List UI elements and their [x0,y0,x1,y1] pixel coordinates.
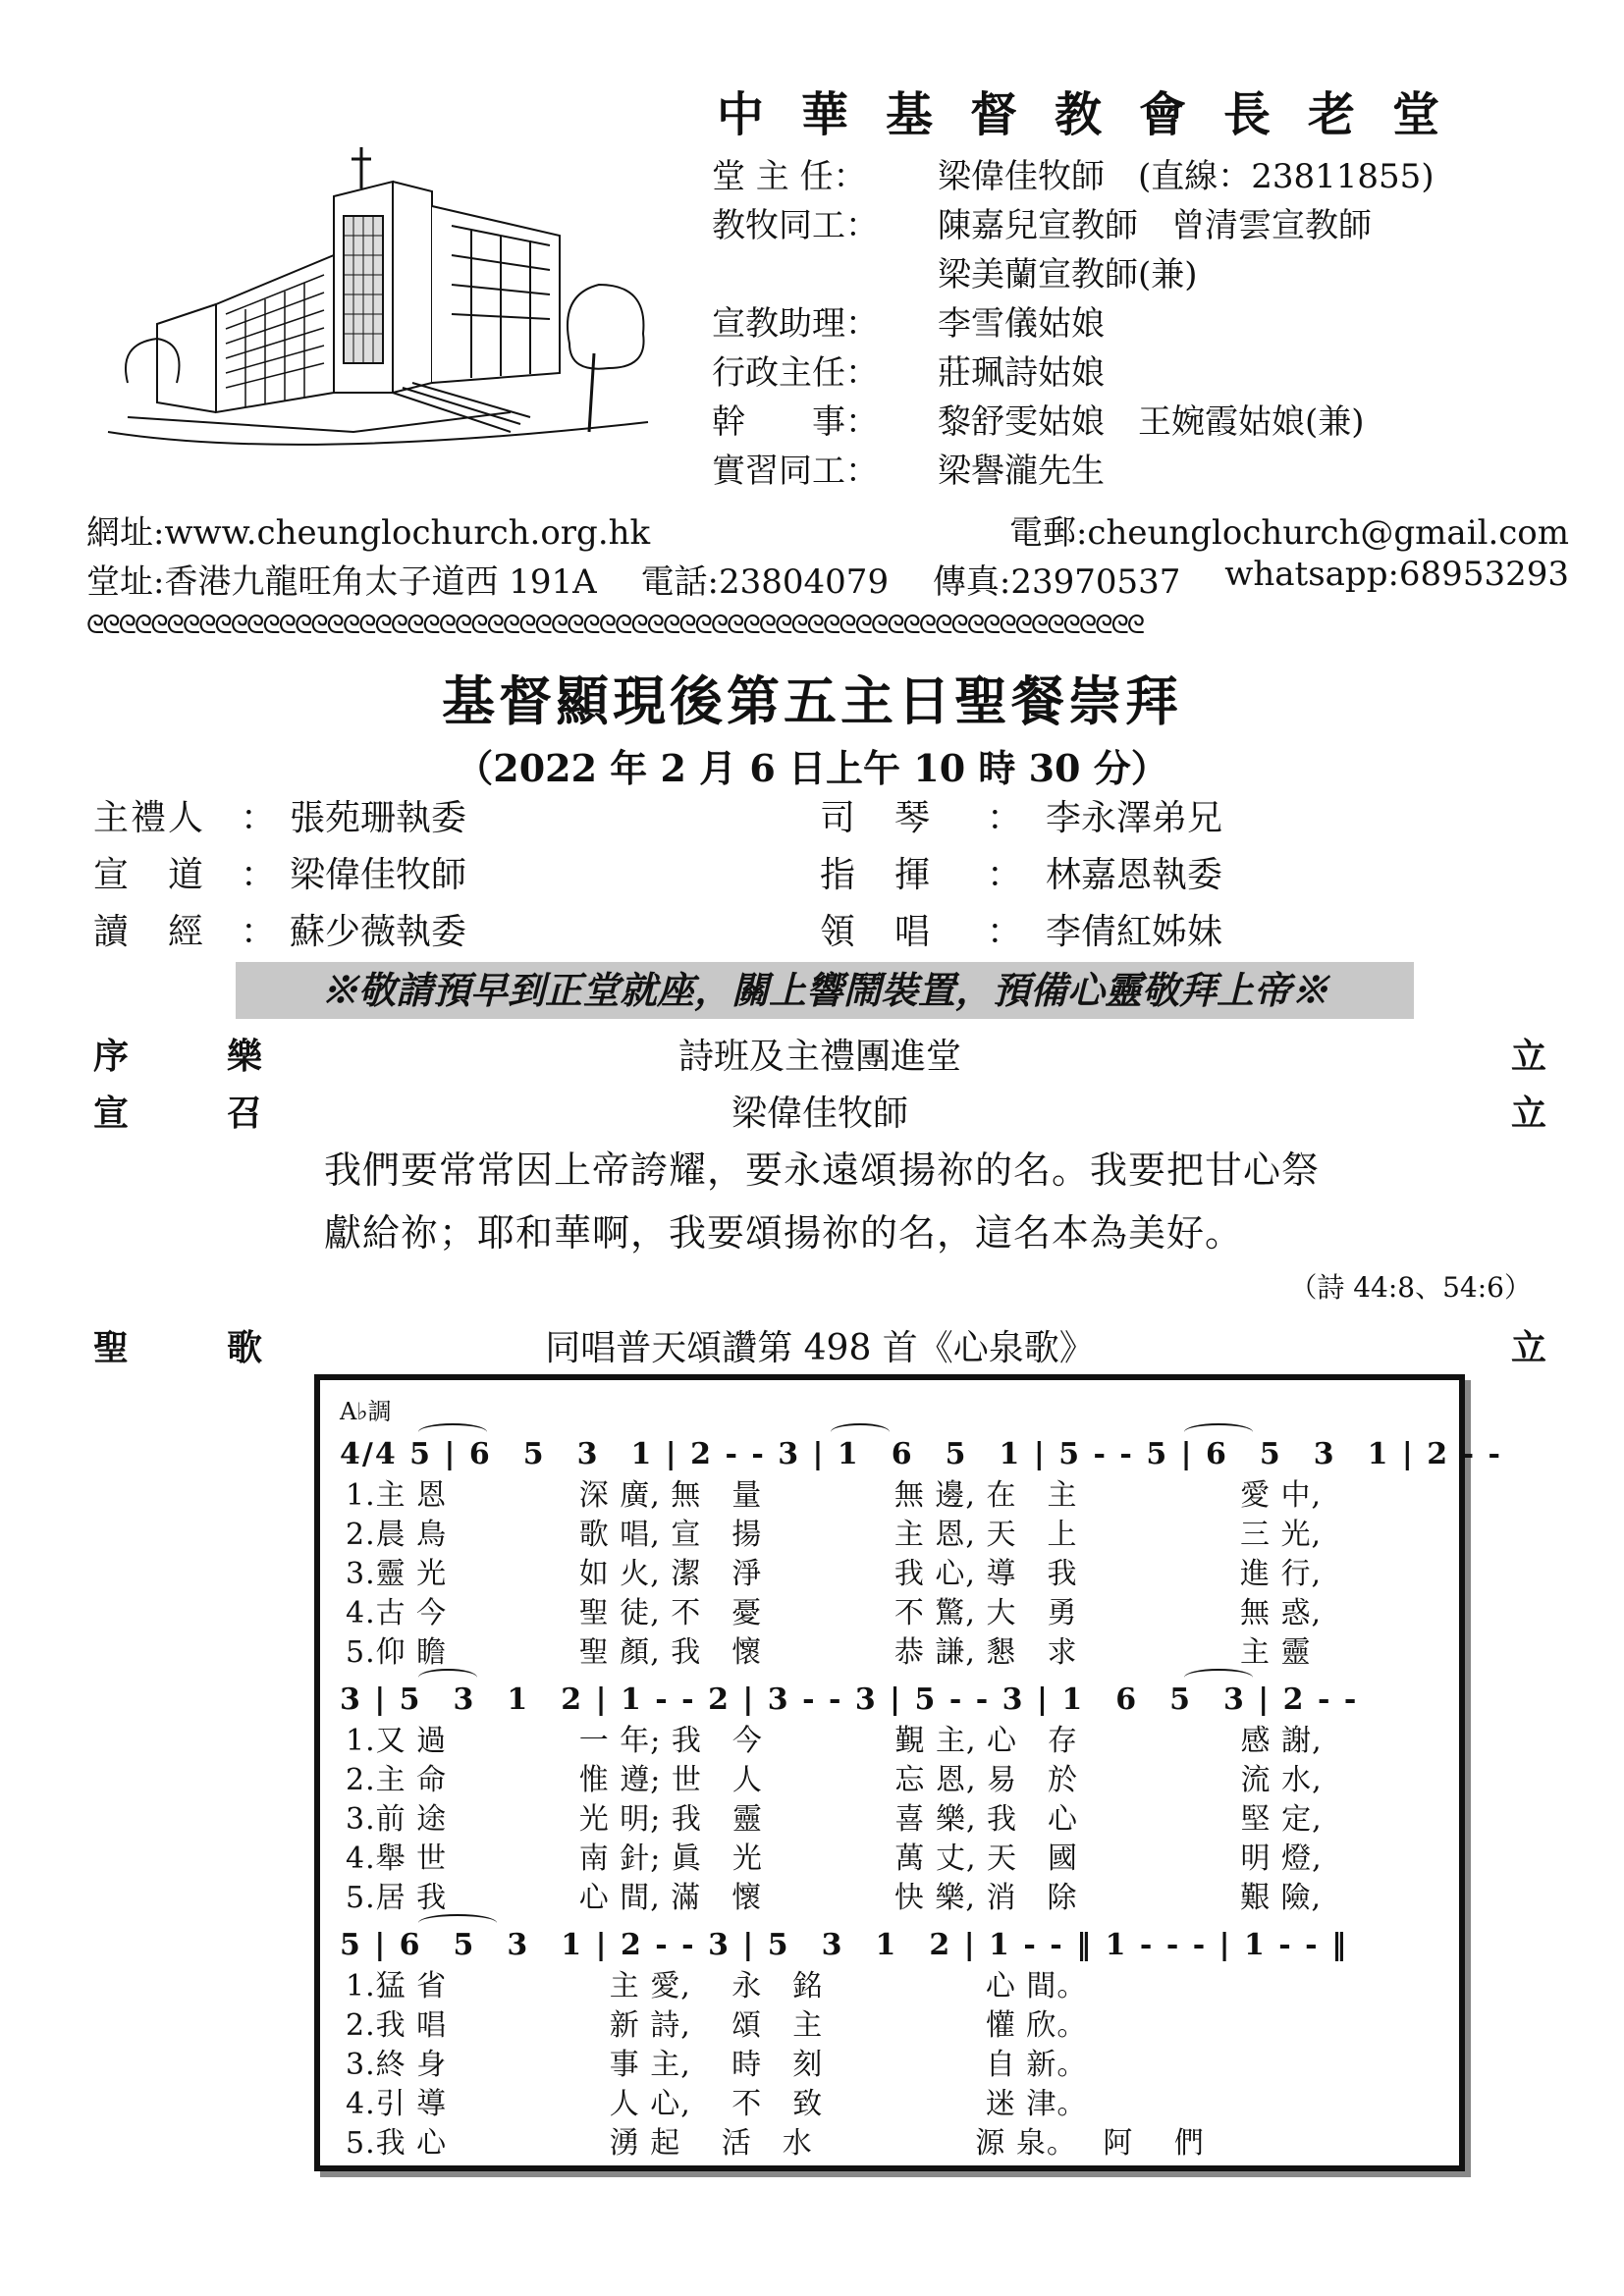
order-posture: 立 [1510,1093,1546,1134]
hymn-lyric-line: 5.居 我 心 間, 滿 懷 快 樂, 消 除 艱 險, [346,1881,1323,1915]
role-name: 林嘉恩執委 [1046,855,1223,895]
role-colon: ： [987,798,1023,838]
hymn-lyric-line: 3.終 身 事 主, 時 刻 自 新。 [346,2048,1088,2082]
staff-row [712,201,1596,250]
slur-mark [418,1669,477,1686]
service-date: （2022 年 2 月 6 日上午 10 時 30 分） [456,746,1168,790]
order-content: 詩班及主禮團進堂 [677,1037,961,1077]
hymn-notes-line: 4/4 5 | 6 5 3 1 | 2 - - 3 | 1 6 5 1 | 5 - - 5 | 6 5 3 1 | 2 - - [340,1437,1502,1471]
hymn-lyric-line: 3.靈 光 如 火, 潔 淨 我 心, 導 我 進 行, [346,1557,1323,1591]
hymn-lyric-line: 1.猛 省 主 愛, 永 銘 心 間。 [346,1969,1088,2003]
church-building-illustration [98,137,668,461]
role-name: 李倩紅姊妹 [1046,912,1223,952]
staff-role: 行政主任： [712,353,879,393]
role-name: 梁偉佳牧師 [290,855,467,895]
hymn-notes-line: 3 | 5 3 1 2 | 1 - - 2 | 3 - - 3 | 5 - - 3 | 1 6 5 3 | 2 - - [340,1682,1359,1717]
call-to-worship-verse [324,1139,1502,1264]
staff-list [712,152,1596,496]
role-colon: ： [241,912,277,952]
role-label: 宣 道 [93,855,206,895]
role-colon: ： [241,798,277,838]
role-name: 張苑珊執委 [290,798,467,838]
order-of-service-hymn [93,1320,1546,1369]
staff-row [712,299,1596,348]
notice-banner: ※敬請預早到正堂就座，關上響鬧裝置，預備心靈敬拜上帝※ [236,962,1414,1019]
order-item-prelude [93,1029,1546,1078]
role-colon: ： [241,855,277,895]
hymn-lyric-line: 5.仰 瞻 聖 顏, 我 懷 恭 謙, 懇 求 主 靈 [346,1635,1312,1670]
staff-names: 黎舒雯姑娘 王婉霞姑娘(兼) [938,402,1365,442]
email-link[interactable]: 電郵:cheunglochurch@gmail.com [1008,513,1569,553]
order-label: 序樂 [93,1036,361,1077]
verse-line: 我們要常常因上帝誇耀，要永遠頌揚祢的名。我要把甘心祭 [324,1148,1321,1192]
slur-mark [418,1423,487,1441]
roles-row [93,790,1566,847]
staff-row [712,447,1596,496]
verse-reference: （詩 44:8、54:6） [1289,1271,1532,1304]
role-label: 司 琴 [820,798,933,838]
role-label: 讀 經 [93,912,206,952]
service-roles [93,790,1566,961]
staff-row [712,250,1596,299]
staff-role: 幹 事： [712,402,879,442]
staff-row [712,348,1596,398]
staff-names: 莊珮詩姑娘 [938,353,1105,393]
staff-names: 李雪儀姑娘 [938,304,1105,344]
order-content: 梁偉佳牧師 [731,1094,908,1134]
role-label: 主禮人 [93,798,206,838]
staff-names: 梁譽瀧先生 [938,452,1105,491]
staff-role: 宣教助理： [712,304,879,344]
staff-row [712,398,1596,447]
slur-mark [831,1423,890,1441]
staff-names: 陳嘉兒宣教師 曾清雲宣教師 [938,206,1372,245]
hymn-lyric-line: 1.主 恩 深 廣, 無 量 無 邊, 在 主 愛 中, [346,1478,1323,1513]
hymn-lyric-line: 2.我 唱 新 詩, 頌 主 懽 欣。 [346,2008,1088,2043]
slur-mark [418,1914,497,1932]
order-posture: 立 [1510,1036,1546,1077]
role-colon: ： [987,912,1023,952]
hymn-score [314,1374,1502,2171]
hymn-lyric-line: 5.我 心 湧 起 活 水 源 泉。 阿 們 [346,2126,1205,2161]
roles-row [93,904,1566,961]
role-name: 李永澤弟兄 [1046,798,1223,838]
service-title: 基督顯現後第五主日聖餐崇拜 [442,669,1182,732]
hymn-lyric-line: 2.主 命 惟 遵; 世 人 忘 恩, 易 於 流 水, [346,1763,1323,1797]
hymn-lyric-line: 4.舉 世 南 針; 眞 光 萬 丈, 天 國 明 燈, [346,1842,1323,1876]
order-item-call-to-worship [93,1086,1546,1135]
slur-mark [1184,1669,1253,1686]
website-link[interactable]: 網址:www.cheunglochurch.org.hk [86,513,651,553]
verse-line: 獻給祢；耶和華啊，我要頌揚祢的名，這名本為美好。 [324,1211,1244,1255]
fax-text: 傳真:23970537 [932,562,1181,602]
church-name: 中華基督教會長老堂 [717,87,1478,142]
role-label: 指 揮 [820,855,933,895]
staff-role: 實習同工： [712,452,879,491]
staff-role: 堂 主 任： [712,157,867,196]
staff-role [712,250,938,299]
hymn-lyric-line: 1.又 過 一 年; 我 今 覲 主, 心 存 感 謝, [346,1724,1323,1758]
order-of-service [93,1029,1546,1134]
order-content: 同唱普天頌讚第 498 首《心泉歌》 [545,1328,1095,1368]
address-text: 堂址:香港九龍旺角太子道西 191A [86,562,597,602]
staff-role: 教牧同工： [712,206,879,245]
role-label: 領 唱 [820,912,933,952]
staff-names: 梁美蘭宣教師(兼) [938,255,1198,294]
hymn-key: A♭調 [340,1398,392,1425]
order-posture: 立 [1510,1327,1546,1368]
role-colon: ： [987,855,1023,895]
staff-names: 梁偉佳牧師 (直線：23811855) [938,157,1435,196]
ornamental-divider: ᘓᘓᘓᘓᘓᘓᘓᘓᘓᘓᘓᘓᘓᘓᘓᘓᘓᘓᘓᘓᘓᘓᘓᘓᘓᘓᘓᘓᘓᘓᘓᘓᘓᘓᘓᘓᘓᘓᘓᘓᘓᘓᘓᘓᘓᘓᘓᘓᘓᘓᘓᘓᘓᘓᘓᘓᘓᘓᘓᘓᘓᘓᘓᘓᘓᘓ [86,611,1144,636]
roles-row [93,847,1566,904]
slur-mark [1184,1423,1253,1441]
hymn-lyric-line: 4.古 今 聖 徒, 不 憂 不 驚, 大 勇 無 惑, [346,1596,1323,1630]
order-label: 聖歌 [93,1327,361,1368]
hymn-notes-line: 5 | 6 5 3 1 | 2 - - 3 | 5 3 1 2 | 1 - - ‖ 1 - - - | 1 - - ‖ [340,1928,1349,1962]
contact-line-2 [86,555,1569,603]
contact-line-1 [86,506,1569,554]
hymn-lyric-line: 2.晨 鳥 歌 唱, 宣 揚 主 恩, 天 上 三 光, [346,1518,1323,1552]
hymn-lyric-line: 3.前 途 光 明; 我 靈 喜 樂, 我 心 堅 定, [346,1802,1323,1837]
order-item-hymn [93,1320,1546,1369]
staff-row [712,152,1596,201]
role-name: 蘇少薇執委 [290,912,467,952]
phone-text: 電話:23804079 [640,562,890,602]
hymn-lyric-line: 4.引 導 人 心, 不 致 迷 津。 [346,2087,1088,2121]
whatsapp-text: whatsapp:68953293 [1224,555,1569,594]
order-label: 宣召 [93,1093,361,1134]
